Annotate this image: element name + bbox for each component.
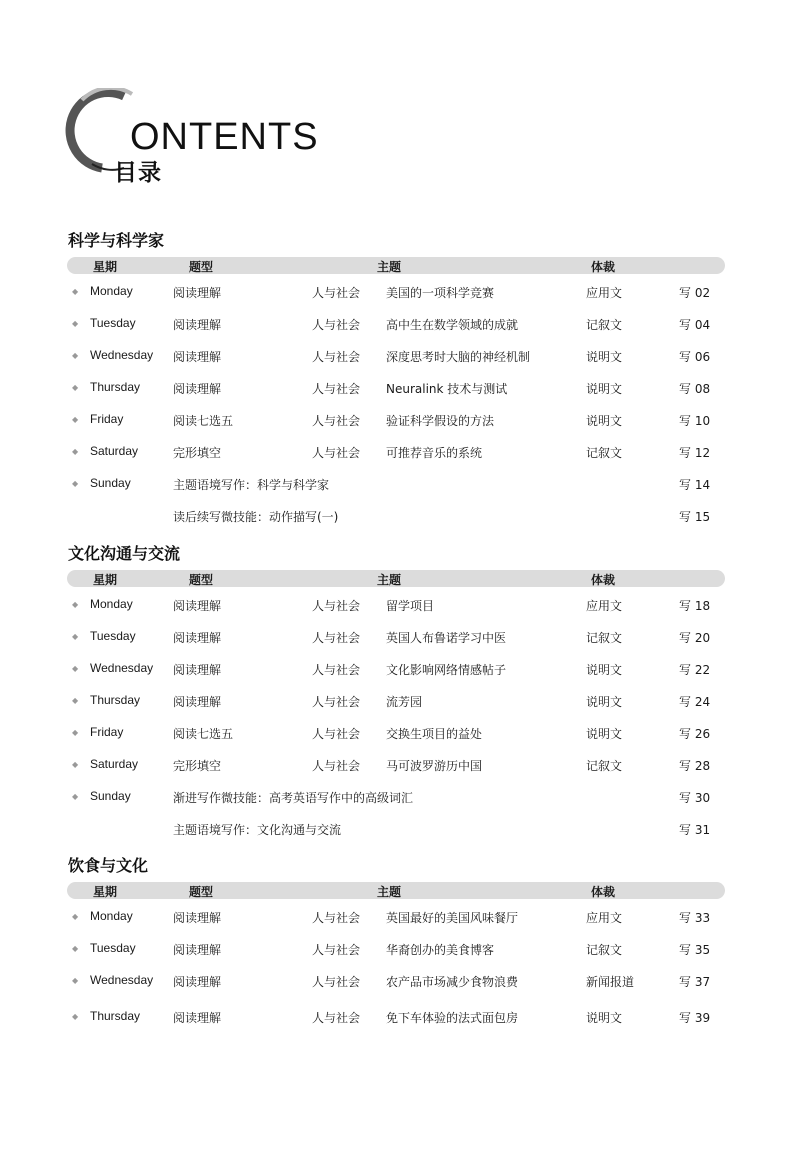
row-category: 人与社会 [312, 759, 361, 773]
row-type: 阅读理解 [173, 943, 222, 957]
table-row [0, 627, 793, 647]
row-genre: 记叙文 [586, 318, 623, 332]
row-type: 阅读理解 [173, 599, 222, 613]
row-page: 写 30 [679, 791, 711, 805]
row-type: 阅读理解 [173, 695, 222, 709]
row-page: 写 12 [679, 446, 711, 460]
row-topic: 英国最好的美国风味餐厅 [386, 911, 519, 925]
row-category: 人与社会 [312, 318, 361, 332]
table-row [0, 282, 793, 302]
header-genre: 体裁 [591, 573, 616, 587]
bullet-icon: ◆ [72, 792, 79, 801]
row-topic: 流芳园 [386, 695, 423, 709]
table-row [0, 971, 793, 991]
row-page: 写 33 [679, 911, 711, 925]
row-day: Wednesday [90, 348, 154, 362]
row-category: 人与社会 [312, 1011, 361, 1025]
row-page: 写 26 [679, 727, 711, 741]
row-day: Sunday [90, 789, 131, 803]
row-genre: 说明文 [586, 695, 623, 709]
bullet-icon: ◆ [72, 1012, 79, 1021]
row-genre: 记叙文 [586, 446, 623, 460]
bullet-icon: ◆ [72, 287, 79, 296]
bullet-icon: ◆ [72, 351, 79, 360]
table-row [0, 506, 793, 526]
row-type: 完形填空 [173, 759, 222, 773]
row-page: 写 04 [679, 318, 711, 332]
row-type: 阅读理解 [173, 911, 222, 925]
bullet-icon: ◆ [72, 415, 79, 424]
row-genre: 说明文 [586, 727, 623, 741]
bullet-icon: ◆ [72, 447, 79, 456]
bullet-icon: ◆ [72, 383, 79, 392]
row-day: Tuesday [90, 316, 136, 330]
bullet-icon: ◆ [72, 479, 79, 488]
row-type: 阅读理解 [173, 1011, 222, 1025]
row-category: 人与社会 [312, 350, 361, 364]
bullet-icon: ◆ [72, 728, 79, 737]
row-type: 阅读理解 [173, 975, 222, 989]
table-row [0, 691, 793, 711]
table-header [67, 882, 725, 899]
bullet-icon: ◆ [72, 319, 79, 328]
row-topic: 美国的一项科学竞赛 [386, 286, 495, 300]
bullet-icon: ◆ [72, 600, 79, 609]
row-genre: 记叙文 [586, 943, 623, 957]
logo-chinese: 目录 [114, 160, 162, 186]
table-row [0, 442, 793, 462]
row-day: Monday [90, 284, 133, 298]
row-page: 写 02 [679, 286, 711, 300]
bullet-icon: ◆ [72, 696, 79, 705]
table-header [67, 257, 725, 274]
row-category: 人与社会 [312, 631, 361, 645]
row-genre: 记叙文 [586, 759, 623, 773]
table-row [0, 378, 793, 398]
row-day: Friday [90, 725, 124, 739]
section [0, 541, 793, 851]
row-page: 写 15 [679, 510, 711, 524]
row-category: 人与社会 [312, 695, 361, 709]
row-topic: Neuralink 技术与测试 [386, 382, 508, 396]
row-topic: 马可波罗游历中国 [386, 759, 483, 773]
table-row [0, 755, 793, 775]
section-title: 科学与科学家 [68, 231, 165, 250]
table-row [0, 819, 793, 839]
row-text: 渐进写作微技能：高考英语写作中的高级词汇 [173, 791, 414, 805]
row-page: 写 31 [679, 823, 711, 837]
row-genre: 记叙文 [586, 631, 623, 645]
row-page: 写 10 [679, 414, 711, 428]
row-genre: 应用文 [586, 286, 623, 300]
row-text: 主题语境写作：科学与科学家 [173, 478, 330, 492]
row-day: Thursday [90, 693, 141, 707]
row-genre: 说明文 [586, 414, 623, 428]
row-page: 写 37 [679, 975, 711, 989]
row-topic: 免下车体验的法式面包房 [386, 1011, 519, 1025]
table-row [0, 723, 793, 743]
table-row [0, 595, 793, 615]
row-genre: 说明文 [586, 382, 623, 396]
table-row [0, 314, 793, 334]
row-day: Sunday [90, 476, 131, 490]
row-category: 人与社会 [312, 727, 361, 741]
row-page: 写 08 [679, 382, 711, 396]
row-category: 人与社会 [312, 382, 361, 396]
row-topic: 农产品市场减少食物浪费 [386, 975, 519, 989]
row-day: Saturday [90, 444, 139, 458]
row-genre: 说明文 [586, 663, 623, 677]
row-genre: 应用文 [586, 911, 623, 925]
row-category: 人与社会 [312, 599, 361, 613]
row-genre: 新闻报道 [586, 975, 635, 989]
row-day: Wednesday [90, 661, 154, 675]
header-topic: 主题 [377, 573, 402, 587]
bullet-icon: ◆ [72, 912, 79, 921]
table-header [67, 570, 725, 587]
row-topic: 高中生在数学领域的成就 [386, 318, 519, 332]
row-genre: 说明文 [586, 350, 623, 364]
bullet-icon: ◆ [72, 944, 79, 953]
row-day: Tuesday [90, 629, 136, 643]
row-topic: 交换生项目的益处 [386, 727, 483, 741]
bullet-icon: ◆ [72, 632, 79, 641]
table-row [0, 659, 793, 679]
contents-logo [62, 88, 319, 188]
section-title: 文化沟通与交流 [68, 544, 181, 563]
row-topic: 英国人布鲁诺学习中医 [386, 631, 507, 645]
table-row [0, 939, 793, 959]
row-day: Tuesday [90, 941, 136, 955]
row-day: Thursday [90, 380, 141, 394]
section [0, 228, 793, 538]
row-type: 阅读理解 [173, 286, 222, 300]
table-row [0, 410, 793, 430]
row-category: 人与社会 [312, 286, 361, 300]
row-topic: 可推荐音乐的系统 [386, 446, 483, 460]
row-topic: 验证科学假设的方法 [386, 414, 495, 428]
row-genre: 应用文 [586, 599, 623, 613]
table-row [0, 1007, 793, 1027]
row-day: Thursday [90, 1009, 141, 1023]
table-row [0, 787, 793, 807]
section-title: 饮食与文化 [68, 856, 149, 875]
header-type: 题型 [189, 260, 214, 274]
row-page: 写 18 [679, 599, 711, 613]
table-row [0, 346, 793, 366]
row-page: 写 14 [679, 478, 711, 492]
bullet-icon: ◆ [72, 760, 79, 769]
bullet-icon: ◆ [72, 976, 79, 985]
header-topic: 主题 [377, 260, 402, 274]
row-topic: 留学项目 [386, 599, 435, 613]
row-page: 写 24 [679, 695, 711, 709]
row-page: 写 22 [679, 663, 711, 677]
row-category: 人与社会 [312, 663, 361, 677]
row-type: 阅读七选五 [173, 414, 234, 428]
header-day: 星期 [93, 260, 118, 274]
row-type: 阅读理解 [173, 663, 222, 677]
row-page: 写 28 [679, 759, 711, 773]
header-genre: 体裁 [591, 260, 616, 274]
row-topic: 文化影响网络情感帖子 [386, 663, 507, 677]
table-row [0, 474, 793, 494]
row-page: 写 35 [679, 943, 711, 957]
row-category: 人与社会 [312, 414, 361, 428]
row-type: 阅读七选五 [173, 727, 234, 741]
row-page: 写 06 [679, 350, 711, 364]
row-day: Saturday [90, 757, 139, 771]
row-type: 完形填空 [173, 446, 222, 460]
row-type: 阅读理解 [173, 350, 222, 364]
table-row [0, 907, 793, 927]
row-topic: 华裔创办的美食博客 [386, 943, 495, 957]
row-page: 写 20 [679, 631, 711, 645]
bullet-icon: ◆ [72, 664, 79, 673]
header-genre: 体裁 [591, 885, 616, 899]
row-day: Monday [90, 909, 133, 923]
row-category: 人与社会 [312, 446, 361, 460]
row-type: 阅读理解 [173, 382, 222, 396]
row-category: 人与社会 [312, 975, 361, 989]
logo-word: ONTENTS [130, 116, 319, 158]
row-category: 人与社会 [312, 911, 361, 925]
header-type: 题型 [189, 885, 214, 899]
header-type: 题型 [189, 573, 214, 587]
header-topic: 主题 [377, 885, 402, 899]
header-day: 星期 [93, 885, 118, 899]
row-topic: 深度思考时大脑的神经机制 [386, 350, 531, 364]
row-type: 阅读理解 [173, 631, 222, 645]
row-page: 写 39 [679, 1011, 711, 1025]
section [0, 853, 793, 1163]
row-genre: 说明文 [586, 1011, 623, 1025]
row-text: 读后续写微技能：动作描写(一) [173, 510, 339, 524]
row-day: Friday [90, 412, 124, 426]
row-category: 人与社会 [312, 943, 361, 957]
row-text: 主题语境写作：文化沟通与交流 [173, 823, 342, 837]
row-type: 阅读理解 [173, 318, 222, 332]
header-day: 星期 [93, 573, 118, 587]
row-day: Monday [90, 597, 133, 611]
row-day: Wednesday [90, 973, 154, 987]
